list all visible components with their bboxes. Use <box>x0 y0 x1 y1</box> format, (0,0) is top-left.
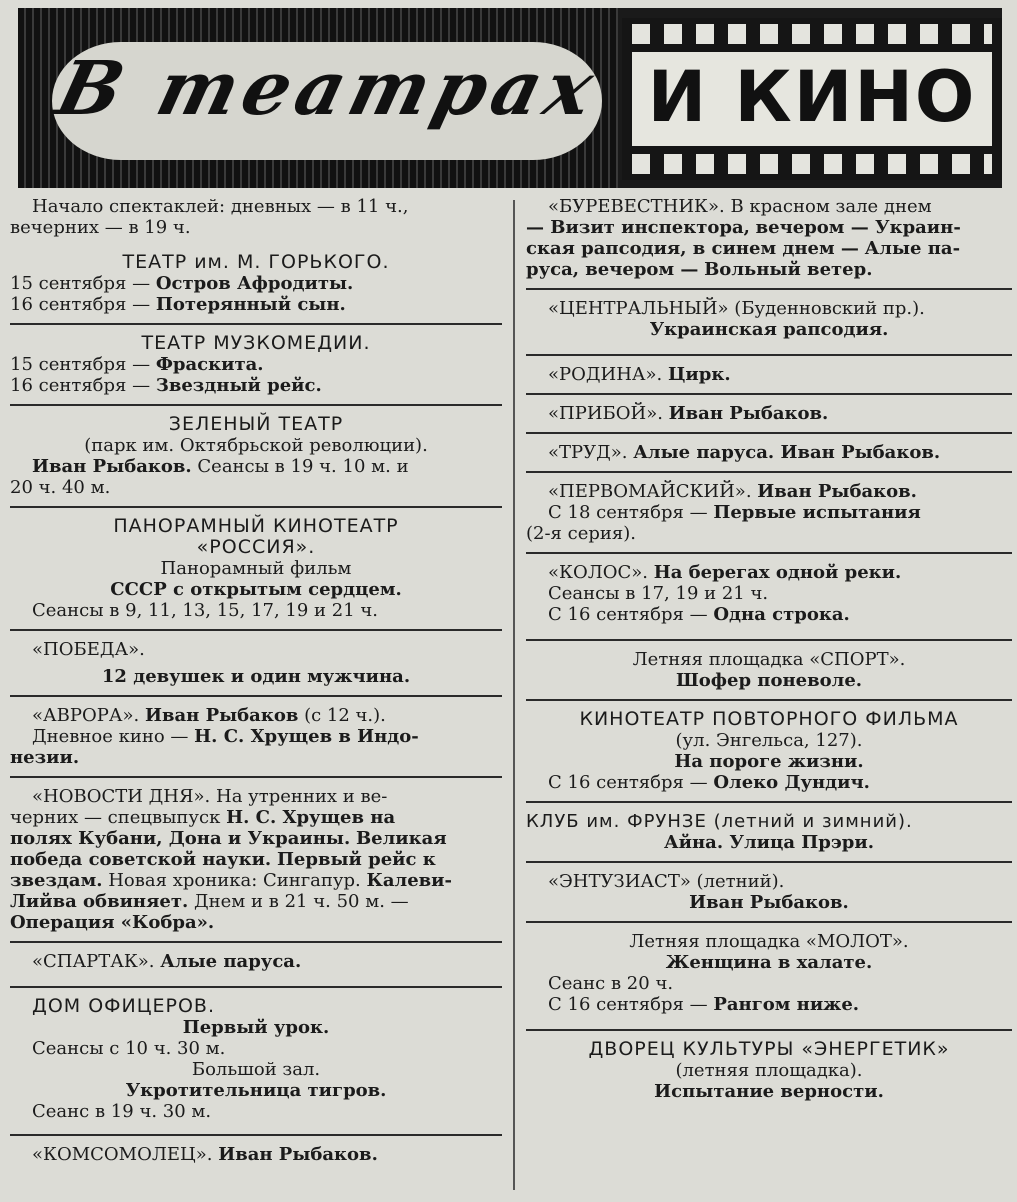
venue-name: «КОМСОМОЛЕЦ». <box>32 1144 213 1165</box>
show-title: Звездный рейс. <box>155 375 322 396</box>
listing-sport <box>526 649 1012 691</box>
banner-script-title: В театрах <box>48 46 608 132</box>
venue-name: «ЦЕНТРАЛЬНЫЙ» <box>548 298 729 319</box>
text: черних — спецвыпуск <box>10 807 221 828</box>
film-caption: Панорамный фильм <box>160 558 352 579</box>
film-title: Иван Рыбаков <box>144 705 299 726</box>
film-title: Иван Рыбаков. <box>218 1144 378 1165</box>
film-title: Одна строка. <box>713 604 850 625</box>
listing-priboi <box>526 403 1012 424</box>
film-title: Иван Рыбаков. <box>757 481 917 502</box>
venue-title: ТЕАТР МУЗКОМЕДИИ. <box>141 332 371 354</box>
intro-line: вечерних — в 19 ч. <box>10 217 191 238</box>
filmstrip-graphic <box>622 18 1002 180</box>
listing-gorky-theatre <box>10 252 502 315</box>
venue-title: ДВОРЕЦ КУЛЬТУРЫ «ЭНЕРГЕТИК» <box>588 1038 950 1060</box>
film-title: Н. С. Хрущев в Индо- <box>194 726 419 747</box>
film-title: незии. <box>10 747 80 768</box>
separator-rule <box>10 404 502 406</box>
venue-title: КИНОТЕАТР ПОВТОРНОГО ФИЛЬМА <box>579 708 959 730</box>
listing-burevestnik <box>526 196 1012 280</box>
venue-address: (ул. Энгельса, 127). <box>675 730 863 751</box>
separator-rule <box>10 323 502 325</box>
listing-trud <box>526 442 1012 463</box>
text: В красном зале днем <box>730 196 932 217</box>
separator-rule <box>526 471 1012 473</box>
separator-rule <box>526 801 1012 803</box>
separator-rule <box>10 986 502 988</box>
intro-line: Начало спектаклей: дневных — в 11 ч., <box>32 196 409 217</box>
sessions: Сеансы в 9, 11, 13, 15, 17, 19 и 21 ч. <box>32 600 379 621</box>
separator-rule <box>526 1029 1012 1031</box>
date: С 16 сентября — <box>548 772 708 793</box>
text: На утренних и ве- <box>216 786 388 807</box>
film-title: Рангом ниже. <box>713 994 860 1015</box>
listing-novosti-dnya <box>10 786 502 933</box>
venue-name: «НОВОСТИ ДНЯ». <box>32 786 211 807</box>
show-title: Потерянный сын. <box>155 294 346 315</box>
film-title: Женщина в халате. <box>665 952 873 973</box>
film-title: Алые па- <box>864 238 961 259</box>
film-note: (2-я серия). <box>526 523 636 544</box>
date: 15 сентября — <box>10 354 151 375</box>
film-title: ская рапсодия, в синем днем — <box>526 238 859 259</box>
schedule-row <box>10 294 502 315</box>
sessions: Сеансы с 10 ч. 30 м. <box>32 1038 226 1059</box>
film-title: Олеко Дундич. <box>713 772 870 793</box>
film-title: Цирк. <box>668 364 731 385</box>
listing-avrora <box>10 705 502 768</box>
date: С 16 сентября — <box>548 994 708 1015</box>
column-divider <box>513 200 515 1190</box>
film-title: Алые паруса. <box>160 951 302 972</box>
film-title: Украинская рапсодия. <box>649 319 889 340</box>
film-title: Калеви- <box>366 870 452 891</box>
listing-kolos <box>526 562 1012 625</box>
film-title: победа советской науки. <box>10 849 272 870</box>
listing-povtorny-film <box>526 709 1012 793</box>
film-title: Лийва обвиняет. <box>10 891 189 912</box>
listing-muzkomedia <box>10 333 502 396</box>
venue-title: ТЕАТР им. М. ГОРЬКОГО. <box>122 251 390 273</box>
film-note: (с 12 ч.). <box>304 705 386 726</box>
sessions: Сеанс в 19 ч. 30 м. <box>32 1101 212 1122</box>
venue-name: «БУРЕВЕСТНИК». <box>548 196 725 217</box>
film-title: Иван Рыбаков. <box>32 456 192 477</box>
film-title: На берегах одной реки. <box>653 562 902 583</box>
separator-rule <box>10 776 502 778</box>
venue-title: ПАНОРАМНЫЙ КИНОТЕАТР <box>113 515 399 537</box>
show-title: Остров Афродиты. <box>155 273 354 294</box>
hall-name: Большой зал. <box>191 1059 321 1080</box>
listing-komsomolec <box>10 1144 502 1165</box>
film-title: СССР с открытым сердцем. <box>110 579 402 600</box>
venue-title: Летняя площадка «МОЛОТ». <box>629 931 909 952</box>
listing-energetik <box>526 1039 1012 1102</box>
date: С 16 сентября — <box>548 604 708 625</box>
sessions: Днем и в 21 ч. 50 м. — <box>194 891 409 912</box>
venue-title: КЛУБ им. ФРУНЗЕ (летний и зимний). <box>526 811 913 832</box>
sessions: 20 ч. 40 м. <box>10 477 111 498</box>
film-title: Айна. Улица Прэри. <box>663 832 874 853</box>
film-title: полях Кубани, Дона и Украины. <box>10 828 351 849</box>
venue-name: «ПОБЕДА». <box>32 639 145 660</box>
film-title: Первый урок. <box>182 1017 330 1038</box>
film-title: Иван Рыбаков. <box>668 403 829 424</box>
separator-rule <box>526 552 1012 554</box>
venue-name: «СПАРТАК». <box>32 951 155 972</box>
venue-title: ЗЕЛЕНЫЙ ТЕАТР <box>168 413 344 435</box>
listing-pervomaisky <box>526 481 1012 544</box>
separator-rule <box>10 941 502 943</box>
film-title: Шофер поневоле. <box>675 670 863 691</box>
venue-name: «ЭНТУЗИАСТ» (летний). <box>548 871 785 892</box>
schedule-row <box>10 375 502 396</box>
right-column <box>526 196 1012 1102</box>
venue-name: «РОДИНА». <box>548 364 663 385</box>
listing-spartak <box>10 951 502 972</box>
film-title: На пороге жизни. <box>674 751 864 772</box>
separator-rule <box>526 354 1012 356</box>
sessions: Сеанс в 20 ч. <box>548 973 674 994</box>
listing-dom-oficerov <box>10 996 502 1122</box>
header-banner <box>18 8 1002 188</box>
film-title: Вольный ветер. <box>704 259 873 280</box>
listing-centralny <box>526 298 1012 340</box>
listing-molot <box>526 931 1012 1015</box>
film-title: звездам. <box>10 870 103 891</box>
separator-rule <box>526 288 1012 290</box>
filmstrip-perforations-bottom <box>632 154 992 174</box>
separator-rule <box>526 699 1012 701</box>
venue-name: «АВРОРА». <box>32 705 140 726</box>
separator-rule <box>526 432 1012 434</box>
venue-name: «КОЛОС». <box>548 562 648 583</box>
listing-rossia <box>10 516 502 621</box>
film-title: вечером — Украин- <box>755 217 961 238</box>
film-title: Иван Рыбаков. <box>689 892 849 913</box>
film-title: Укротительница тигров. <box>125 1080 387 1101</box>
schedule-row <box>10 354 502 375</box>
film-title: руса, вечером — <box>526 259 699 280</box>
banner-block-title: И КИНО <box>647 56 977 138</box>
film-title: Испытание верности. <box>654 1081 884 1102</box>
separator-rule <box>526 921 1012 923</box>
separator-rule <box>10 629 502 631</box>
separator-rule <box>10 506 502 508</box>
film-title: Первые испытания <box>713 502 921 523</box>
date: 16 сентября — <box>10 375 151 396</box>
film-title: 12 девушек и один мужчина. <box>101 666 411 687</box>
filmstrip-perforations-top <box>632 24 992 44</box>
separator-rule <box>526 393 1012 395</box>
venue-name: «ПЕРВОМАЙСКИЙ». <box>548 481 752 502</box>
separator-rule <box>526 639 1012 641</box>
left-column <box>10 196 502 1165</box>
venue-title: Летняя площадка «СПОРТ». <box>632 649 906 670</box>
schedule-row <box>10 273 502 294</box>
venue-address: (Буденновский пр.). <box>734 298 925 319</box>
venue-title: ДОМ ОФИЦЕРОВ. <box>32 995 215 1017</box>
intro-block <box>10 196 502 238</box>
venue-address: (летняя площадка). <box>675 1060 863 1081</box>
film-title: Великая <box>355 828 447 849</box>
date: 15 сентября — <box>10 273 151 294</box>
sessions: Сеансы в 19 ч. 10 м. и <box>197 456 409 477</box>
film-title: Операция «Кобра». <box>10 912 215 933</box>
text: Новая хроника: Сингапур. <box>108 870 361 891</box>
program-label: Дневное кино — <box>32 726 189 747</box>
separator-rule <box>10 695 502 697</box>
venue-name: «ПРИБОЙ». <box>548 403 663 424</box>
listing-rodina <box>526 364 1012 385</box>
venue-name: «ТРУД». <box>548 442 628 463</box>
date: С 18 сентября — <box>548 502 708 523</box>
date: 16 сентября — <box>10 294 151 315</box>
listing-entuziast <box>526 871 1012 913</box>
venue-name: «РОССИЯ». <box>196 536 316 558</box>
film-title: Алые паруса. Иван Рыбаков. <box>633 442 941 463</box>
listing-green-theatre <box>10 414 502 498</box>
film-title: Н. С. Хрущев на <box>226 807 396 828</box>
separator-rule <box>526 861 1012 863</box>
venue-address: (парк им. Октябрьской революции). <box>84 435 428 456</box>
listing-klub-frunze <box>526 811 1012 853</box>
sessions: Сеансы в 17, 19 и 21 ч. <box>548 583 769 604</box>
show-title: Фраскита. <box>155 354 264 375</box>
film-title: — Визит инспектора, <box>526 217 750 238</box>
listing-pobeda <box>10 639 502 687</box>
separator-rule <box>10 1134 502 1136</box>
film-title: Первый рейс к <box>276 849 436 870</box>
